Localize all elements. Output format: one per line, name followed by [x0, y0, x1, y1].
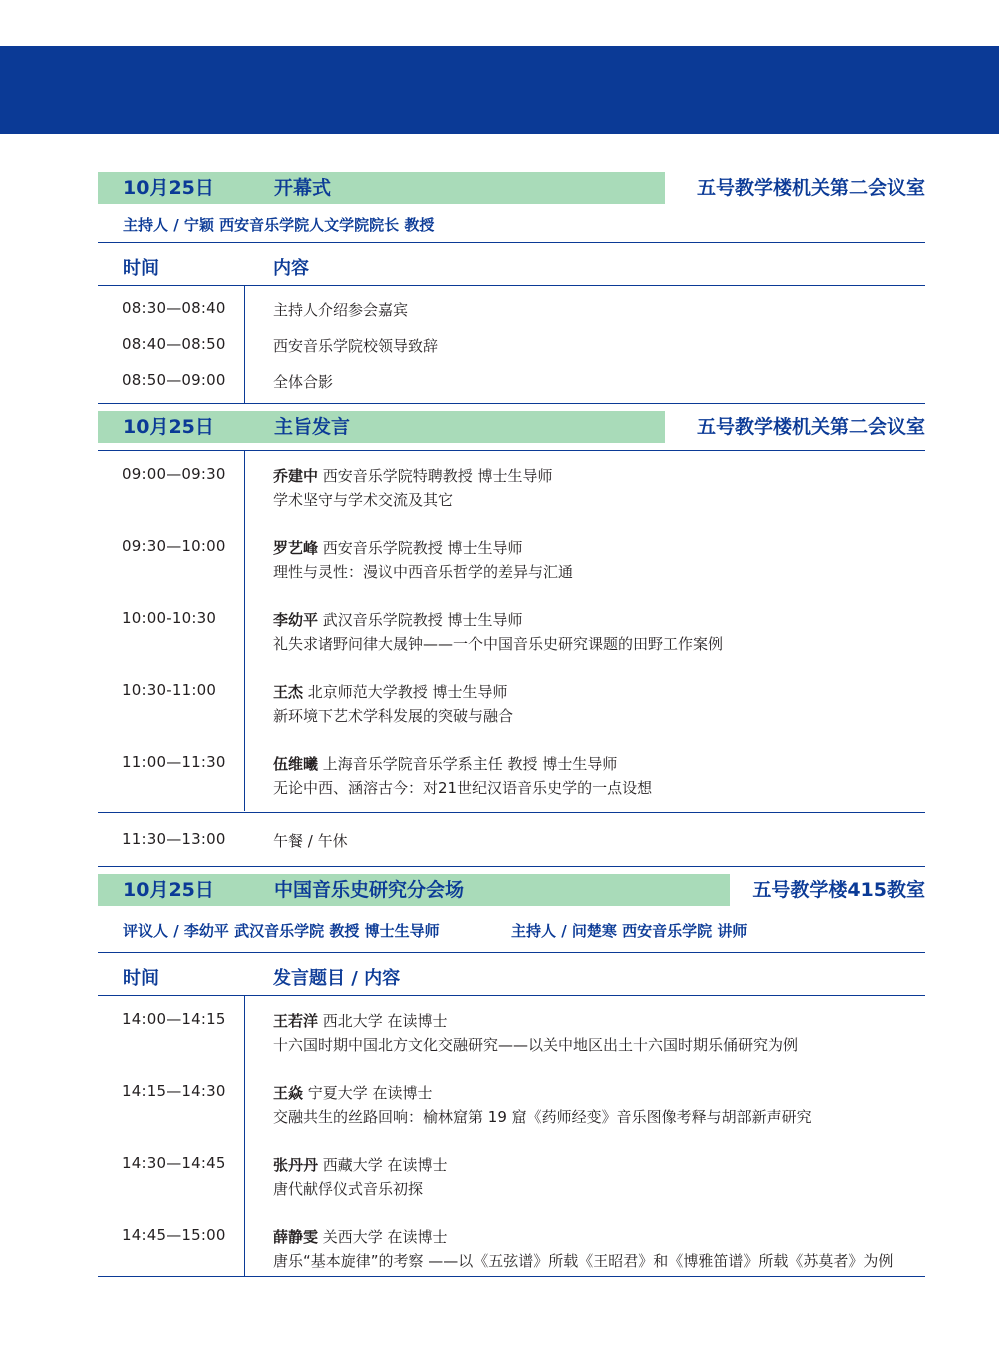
column-divider [244, 286, 245, 403]
schedule-time: 14:30—14:45 [122, 1154, 226, 1172]
keynote-date: 10月25日 [123, 416, 214, 438]
speaker-name: 伍维曦 [273, 755, 319, 773]
schedule-time: 14:15—14:30 [122, 1082, 226, 1100]
keynote-title: 主旨发言 [274, 416, 351, 438]
speaker-affiliation: 武汉音乐学院教授 博士生导师 [318, 611, 523, 629]
talk-topic: 理性与灵性：漫议中西音乐哲学的差异与汇通 [273, 563, 574, 581]
speaker-line [273, 1010, 448, 1031]
schedule-item: 全体合影 [273, 373, 334, 391]
divider [98, 866, 925, 867]
speaker-line [273, 1226, 448, 1247]
history-venue: 五号教学楼415教室 [752, 879, 925, 901]
speaker-name: 薛静雯 [273, 1228, 319, 1246]
schedule-time: 14:00—14:15 [122, 1010, 226, 1028]
speaker-name: 王杰 [273, 683, 304, 701]
history-reviewer: 评议人 / 李幼平 武汉音乐学院 教授 博士生导师 [123, 922, 440, 940]
divider [98, 1276, 925, 1277]
speaker-affiliation: 西安音乐学院教授 博士生导师 [318, 539, 523, 557]
speaker-affiliation: 西安音乐学院特聘教授 博士生导师 [318, 467, 553, 485]
talk-topic: 十六国时期中国北方文化交融研究——以关中地区出土十六国时期乐俑研究为例 [273, 1036, 799, 1054]
talk-topic: 新环境下艺术学科发展的突破与融合 [273, 707, 514, 725]
opening-date: 10月25日 [123, 177, 214, 199]
talk-topic: 交融共生的丝路回响：榆林窟第 19 窟《药师经变》音乐图像考释与胡部新声研究 [273, 1108, 812, 1126]
speaker-line [273, 1082, 433, 1103]
speaker-affiliation: 宁夏大学 在读博士 [303, 1084, 433, 1102]
schedule-time: 11:00—11:30 [122, 753, 226, 771]
schedule-time: 09:00—09:30 [122, 465, 226, 483]
divider [98, 812, 925, 813]
speaker-name: 张丹丹 [273, 1156, 319, 1174]
history-host: 主持人 / 问楚寒 西安音乐学院 讲师 [511, 922, 748, 940]
speaker-affiliation: 北京师范大学教授 博士生导师 [303, 683, 508, 701]
speaker-name: 王若洋 [273, 1012, 319, 1030]
header-band [0, 46, 999, 134]
opening-venue: 五号教学楼机关第二会议室 [696, 177, 925, 199]
schedule-item: 主持人介绍参会嘉宾 [273, 301, 409, 319]
speaker-name: 罗艺峰 [273, 539, 319, 557]
speaker-line [273, 465, 553, 486]
speaker-affiliation: 关西大学 在读博士 [318, 1228, 448, 1246]
speaker-affiliation: 上海音乐学院音乐学系主任 教授 博士生导师 [318, 755, 618, 773]
divider [98, 450, 925, 451]
column-divider [244, 996, 245, 1276]
divider [98, 403, 925, 404]
speaker-name: 王焱 [273, 1084, 304, 1102]
talk-topic: 唐代献俘仪式音乐初探 [273, 1180, 424, 1198]
opening-host: 主持人 / 宁颖 西安音乐学院人文学院院长 教授 [123, 216, 435, 234]
schedule-time: 10:00-10:30 [122, 609, 217, 627]
schedule-time: 08:40—08:50 [122, 335, 226, 353]
break-time: 11:30—13:00 [122, 830, 226, 848]
speaker-name: 李幼平 [273, 611, 319, 629]
divider [98, 285, 925, 286]
speaker-line [273, 753, 617, 774]
divider [98, 995, 925, 996]
talk-topic: 礼失求诸野问律大晟钟——一个中国音乐史研究课题的田野工作案例 [273, 635, 724, 653]
schedule-item: 西安音乐学院校领导致辞 [273, 337, 439, 355]
talk-topic: 学术坚守与学术交流及其它 [273, 491, 454, 509]
history-col-time: 时间 [123, 968, 159, 989]
speaker-line [273, 609, 523, 630]
history-date: 10月25日 [123, 879, 214, 901]
schedule-time: 08:30—08:40 [122, 299, 226, 317]
divider [98, 242, 925, 243]
opening-title: 开幕式 [274, 177, 332, 199]
history-col-content: 发言题目 / 内容 [273, 968, 401, 989]
schedule-time: 08:50—09:00 [122, 371, 226, 389]
keynote-venue: 五号教学楼机关第二会议室 [696, 416, 925, 438]
talk-topic: 唐乐“基本旋律”的考察 ——以《五弦谱》所载《王昭君》和《博雅笛谱》所载《苏莫者》为例 [273, 1252, 894, 1270]
history-title: 中国音乐史研究分会场 [274, 879, 465, 901]
speaker-line [273, 537, 523, 558]
schedule-time: 14:45—15:00 [122, 1226, 226, 1244]
speaker-affiliation: 西北大学 在读博士 [318, 1012, 448, 1030]
speaker-line [273, 1154, 448, 1175]
divider [98, 952, 925, 953]
column-divider [244, 451, 245, 811]
opening-col-time: 时间 [123, 258, 159, 279]
speaker-name: 乔建中 [273, 467, 319, 485]
schedule-time: 10:30-11:00 [122, 681, 217, 699]
talk-topic: 无论中西、涵溶古今：对21世纪汉语音乐史学的一点设想 [273, 779, 653, 797]
speaker-affiliation: 西藏大学 在读博士 [318, 1156, 448, 1174]
opening-col-content: 内容 [273, 258, 309, 279]
speaker-line [273, 681, 508, 702]
schedule-time: 09:30—10:00 [122, 537, 226, 555]
break-label: 午餐 / 午休 [273, 832, 348, 850]
